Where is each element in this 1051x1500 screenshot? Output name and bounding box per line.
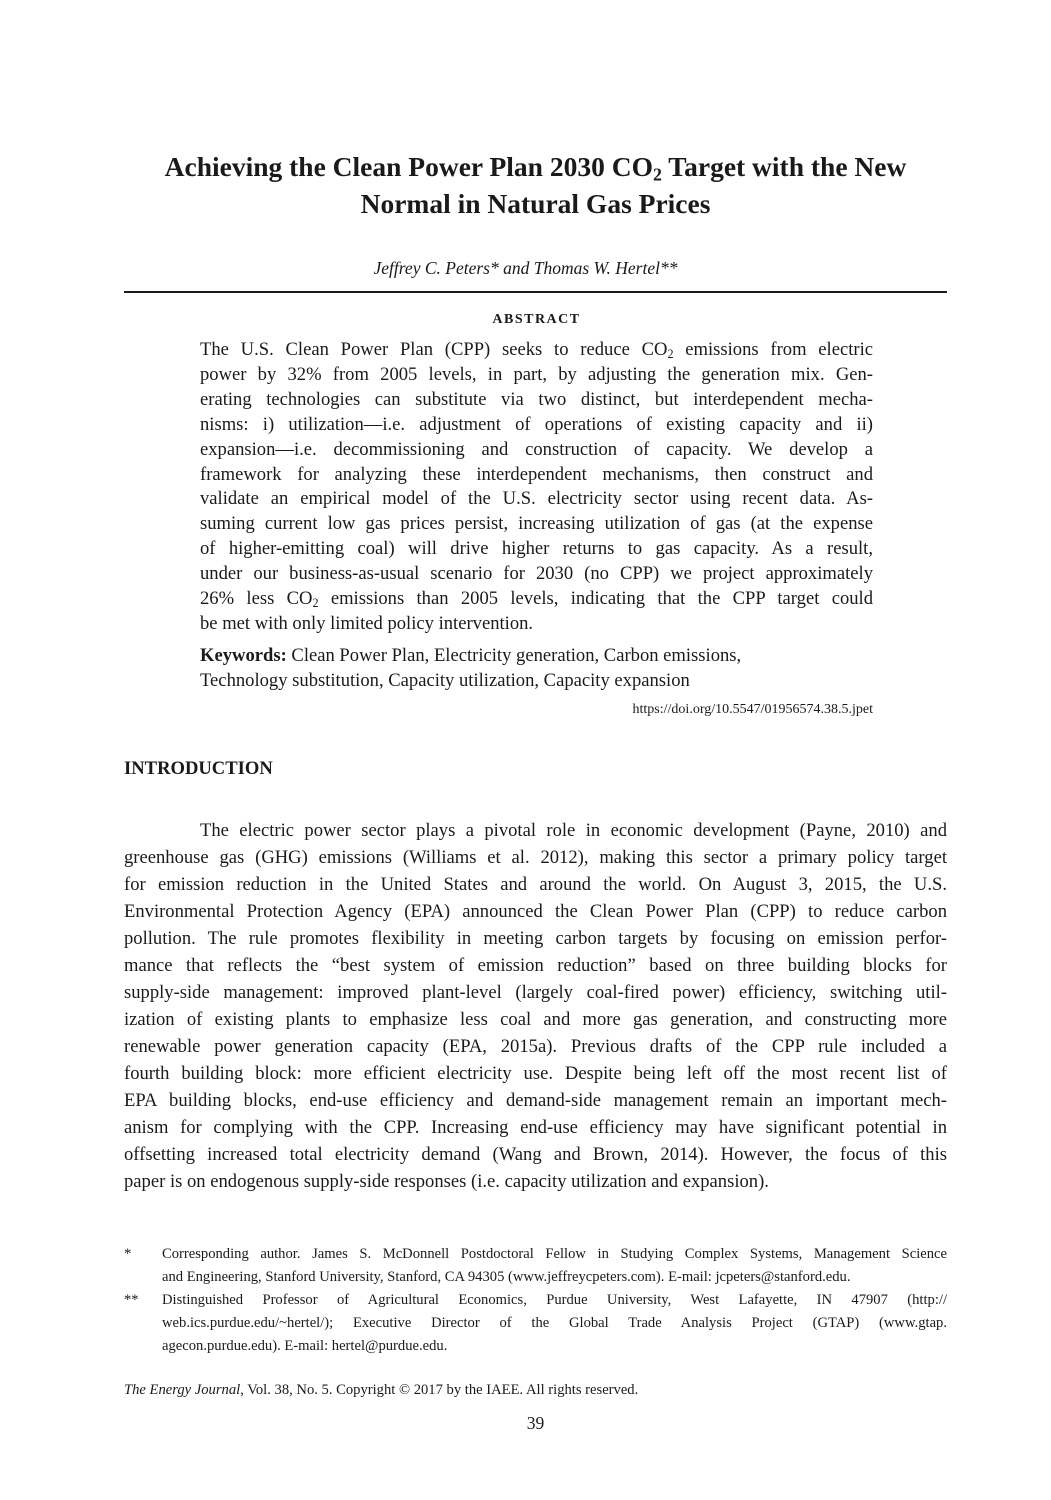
introduction-line: renewable power generation capacity (EPA, 2015a). Previous drafts of the CPP rule included a — [124, 1036, 947, 1057]
abstract-line: 26% less $CO_2$ emissions than 2005 levels, indicating that the CPP target could — [200, 588, 873, 611]
footnote-1 — [124, 1243, 947, 1289]
introduction-paragraph — [124, 817, 947, 1195]
paper-title — [120, 148, 951, 222]
abstract-line: validate an empirical model of the U.S. electricity sector using recent data. As- — [200, 488, 873, 510]
introduction-line: for emission reduction in the United States and around the world. On August 3, 2015, the U.S. — [124, 874, 947, 895]
abstract-line: erating technologies can substitute via two distinct, but interdependent mecha- — [200, 388, 873, 410]
keywords: Keywords: Clean Power Plan, Electricity generation, Carbon emissions, Technology substitution, Capacity utilization, Capacity expansion — [200, 645, 742, 691]
introduction-line: fourth building block: more efficient electricity use. Despite being left off the most recent list of — [124, 1063, 947, 1084]
introduction-line: mance that reflects the “best system of emission reduction” based on three building blocks for — [124, 955, 947, 976]
title-line-2: Normal in Natural Gas Prices — [360, 188, 711, 219]
introduction-line: anism for complying with the CPP. Increasing end-use efficiency may have significant potential in — [124, 1117, 947, 1138]
abstract-line: framework for analyzing these interdependent mechanisms, then construct and — [200, 463, 873, 485]
journal-name: The Energy Journal — [124, 1382, 241, 1398]
footnote-body: Distinguished Professor of Agricultural Economics, Purdue University, West Lafayette, IN 47907 (http:// web.ics.purdue.edu/~hertel/); Executive Director of the Global Trade Analysis Project (GTAP) (www.gtap. agecon.purdue.edu). E-mail: hertel@purdue.edu. — [162, 1292, 947, 1354]
abstract-line: expansion—i.e. decommissioning and construction of capacity. We develop a — [200, 438, 873, 460]
introduction-line: EPA building blocks, end-use efficiency and demand-side management remain an important mech- — [124, 1090, 947, 1111]
introduction-line: Environmental Protection Agency (EPA) announced the Clean Power Plan (CPP) to reduce carbon — [124, 901, 947, 922]
introduction-line: offsetting increased total electricity demand (Wang and Brown, 2014). However, the focus of this — [124, 1144, 947, 1165]
introduction-line: The electric power sector plays a pivotal role in economic development (Payne, 2010) and — [200, 820, 947, 841]
abstract-line: power by 32% from 2005 levels, in part, by adjusting the generation mix. Gen- — [200, 363, 873, 385]
introduction-line: paper is on endogenous supply-side responses (i.e. capacity utilization and expansion). — [124, 1171, 769, 1192]
keywords-label: Keywords: — [200, 645, 287, 666]
abstract-text — [200, 338, 873, 637]
footnote-mark: * — [124, 1246, 132, 1262]
introduction-heading: INTRODUCTION — [124, 758, 273, 779]
header-rule — [124, 291, 947, 293]
footnote-body: Corresponding author. James S. McDonnell Postdoctoral Fellow in Studying Complex Systems, Management Science and Engineering, Stanford University, Stanford, CA 94305 (www.jeffreycpeters.com). E-mail: jcpeters@stanford.edu. — [162, 1246, 947, 1285]
journal-citation: The Energy Journal, Vol. 38, No. 5. Copyright © 2017 by the IAEE. All rights reserved. — [124, 1382, 639, 1398]
abstract-heading: ABSTRACT — [492, 312, 581, 327]
abstract-line: under our business-as-usual scenario for 2030 (no CPP) we project approximately — [200, 563, 873, 585]
introduction-line: pollution. The rule promotes flexibility in meeting carbon targets by focusing on emission perfor- — [124, 928, 947, 949]
abstract-line: of higher-emitting coal) will drive higher returns to gas capacity. As a result, — [200, 538, 873, 560]
introduction-line: ization of existing plants to emphasize less coal and more gas generation, and constructing more — [124, 1009, 947, 1030]
doi-link[interactable]: https://doi.org/10.5547/01956574.38.5.jpet — [632, 702, 873, 717]
authors: Jeffrey C. Peters* and Thomas W. Hertel** — [373, 258, 678, 278]
footnote-mark: ** — [124, 1292, 139, 1308]
introduction-line: supply-side management: improved plant-level (largely coal-fired power) efficiency, switching util- — [124, 982, 947, 1003]
page-number: 39 — [526, 1413, 545, 1433]
abstract-line: The U.S. Clean Power Plan (CPP) seeks to reduce $CO_2$ emissions from electric — [200, 339, 874, 362]
footnote-2 — [124, 1289, 947, 1358]
introduction-line: greenhouse gas (GHG) emissions (Williams et al. 2012), making this sector a primary policy target — [124, 847, 947, 868]
abstract-line: suming current low gas prices persist, increasing utilization of gas (at the expense — [200, 513, 873, 535]
abstract-line: be met with only limited policy intervention. — [200, 612, 534, 634]
abstract-line: nisms: i) utilization—i.e. adjustment of operations of existing capacity and ii) — [200, 413, 873, 435]
title-line-1: Achieving the Clean Power Plan 2030 $CO_2$ Target with the New — [164, 151, 907, 185]
